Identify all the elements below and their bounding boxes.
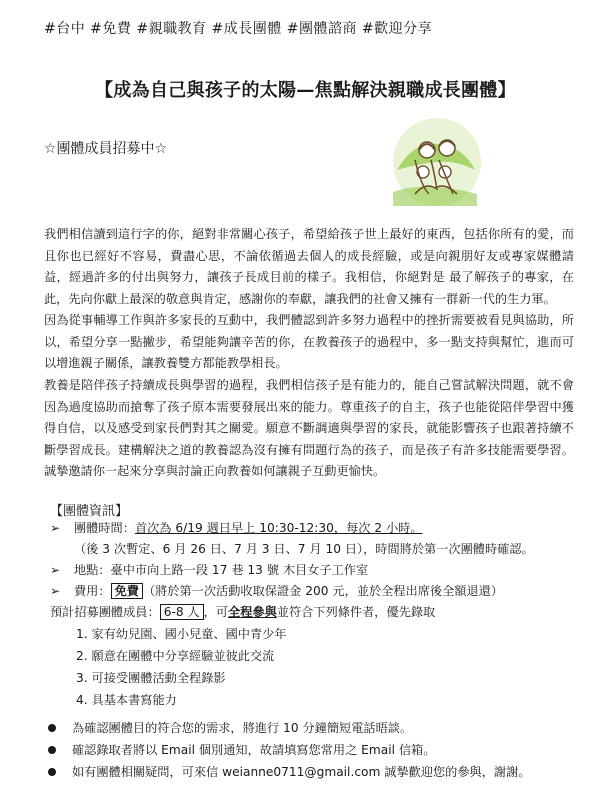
hashtags: #台中 #免費 #親職教育 #成長團體 #團體諮商 #歡迎分享 [44, 21, 433, 37]
fee-label: 費用： [74, 584, 111, 598]
members-mid: ，可 [203, 605, 229, 619]
arrow-bullet-icon: ➢ [50, 521, 61, 535]
time-row [50, 518, 423, 538]
time-note: （後 3 次暫定、6 月 26 日、7 月 3 日、7 月 10 日），時間將於第一次團體時確認。 [74, 542, 534, 556]
location-row [50, 560, 368, 580]
fee-row [50, 581, 503, 601]
condition-item: 1. 家有幼兒園、國小兒童、國中青少年 [76, 627, 287, 641]
family-illustration-icon [385, 110, 485, 210]
philosophy-paragraph: 教養是陪伴孩子持續成長與學習的過程，我們相信孩子是有能力的，能自己嘗試解決問題，就不會因為過度協助而搶奪了孩子原本需要發展出來的能力。尊重孩子的自主，孩子也能從陪伴學習中獲得自信，以及感受到家長們對其之關愛。願意不斷調適與學習的家長，就能影響孩子也跟著持續不斷學習成長。建構解決之道的教養認為沒有擁有問題行為的孩子，而是孩子有許多技能需要學習。誠摯邀請你一起來分享與討論正向教養如何讓親子互動更愉快。 [44, 378, 574, 478]
note-text: 為確認團體目的符合您的需求，將進行 10 分鐘簡短電話晤談。 [72, 721, 413, 735]
members-row [50, 602, 435, 622]
note-item [48, 740, 435, 760]
fee-note: （將於第一次活動收取保證金 200 元，並於全程出席後全額退還） [142, 584, 504, 598]
bullet-dot-icon [48, 768, 56, 776]
bullet-dot-icon [48, 746, 56, 754]
time-value: 首次為 6/19 週日早上 10:30-12:30，每次 2 小時。 [134, 521, 423, 535]
info-heading: 【團體資訊】 [50, 504, 129, 519]
condition-item: 2. 願意在團體中分享經驗並彼此交流 [76, 649, 275, 663]
fee-value: 免費 [111, 583, 143, 599]
recruit-banner: ☆團體成員招募中☆ [44, 141, 168, 157]
note-item [48, 762, 530, 782]
page-title: 【成為自己與孩子的太陽—焦點解決親職成長團體】 [95, 80, 516, 101]
members-label: 預計招募團體成員： [50, 605, 160, 619]
arrow-bullet-icon: ➢ [50, 563, 61, 577]
condition-item: 4. 具基本書寫能力 [76, 693, 177, 707]
motivation-paragraph: 因為從事輔導工作與許多家長的互動中，我們體認到許多努力過程中的挫折需要被看見與協助，所以，希望分享一點撇步，希望能夠讓辛苦的你，在教養孩子的過程中，多一點支持與幫忙，進而可以增進親子關係，讓教養雙方都能教學相長。 [44, 313, 574, 370]
time-label: 團體時間： [74, 521, 135, 535]
condition-item: 3. 可接受團體活動全程錄影 [76, 671, 226, 685]
intro-paragraph: 我們相信讀到這行字的你，絕對非常關心孩子，希望給孩子世上最好的東西，包括你所有的愛，而且你也已經好不容易，費盡心思，不論依循過去個人的成長經驗，或是向親朋好友或專家媒體請益，經過許多的付出與努力，讓孩子長成目前的樣子。我相信，你絕對是 最了解孩子的專家，在此，先向你獻上最深的敬意與肯定，感謝你的奉獻，讓我們的社會又擁有一群新一代的生力軍。 [44, 227, 574, 306]
note-text: 如有團體相關疑問，可來信 weianne0711@gmail.com 誠摯歡迎您的參與，謝謝。 [72, 765, 531, 779]
members-value: 6-8 人 [160, 604, 204, 620]
note-text: 確認錄取者將以 Email 個別通知，故請填寫您常用之 Email 信箱。 [72, 743, 436, 757]
bullet-dot-icon [48, 724, 56, 732]
members-strong: 全程參與 [228, 605, 277, 619]
arrow-bullet-icon: ➢ [50, 584, 61, 598]
members-tail: 並符合下列條件者，優先錄取 [276, 605, 436, 619]
location-text: 地點：臺中市向上路一段 17 巷 13 號 木目女子工作室 [74, 563, 369, 577]
note-item [48, 718, 412, 738]
